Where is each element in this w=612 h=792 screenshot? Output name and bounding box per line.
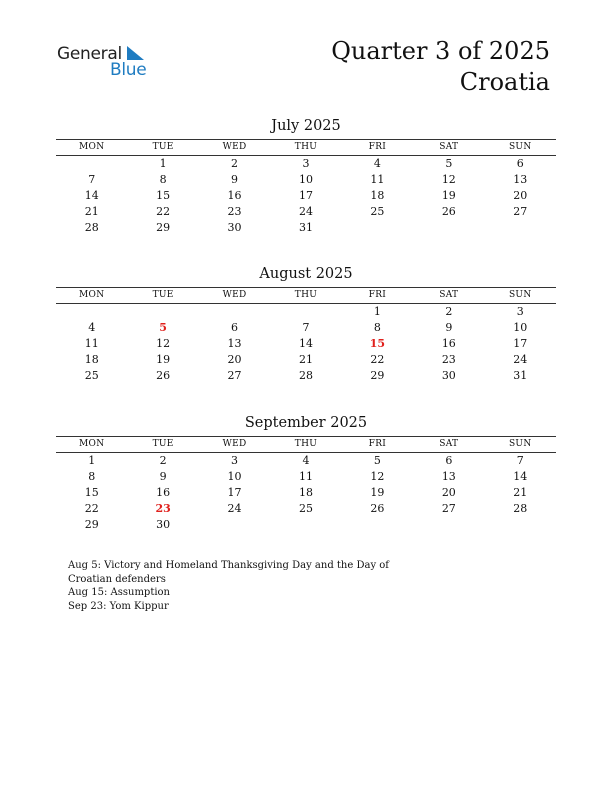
day-cell: 11 (298, 470, 313, 483)
week-row (56, 188, 556, 204)
holiday-day-cell: 15 (369, 337, 386, 350)
week-row (56, 156, 556, 172)
weekday-header-row (56, 437, 556, 453)
day-cell: 4 (373, 157, 381, 170)
day-cell (485, 220, 556, 236)
weekday-header: FRI (368, 439, 387, 449)
holiday-note: Aug 15: Assumption (68, 587, 171, 598)
weekday-header: MON (79, 142, 105, 152)
weekday-header: THU (294, 290, 318, 300)
weekday-header: THU (294, 439, 318, 449)
day-cell: 27 (441, 502, 456, 515)
week-row (56, 501, 556, 517)
day-cell: 16 (227, 189, 242, 202)
logo-general-text: General (57, 44, 122, 64)
weekday-header: MON (79, 290, 105, 300)
day-cell: 30 (227, 221, 242, 234)
day-cell (413, 220, 484, 236)
week-row (56, 220, 556, 236)
day-cell (270, 304, 341, 320)
weekday-header: WED (222, 290, 247, 300)
day-cell: 23 (441, 353, 456, 366)
day-cell: 10 (227, 470, 242, 483)
day-cell: 12 (370, 470, 385, 483)
day-cell: 19 (156, 353, 171, 366)
day-cell (127, 304, 198, 320)
day-cell: 24 (227, 502, 242, 515)
week-row (56, 336, 556, 352)
day-cell: 18 (298, 486, 313, 499)
month-august (56, 265, 556, 384)
day-cell: 25 (84, 369, 99, 382)
day-cell: 8 (159, 173, 167, 186)
day-cell: 23 (227, 205, 242, 218)
holiday-day-cell: 23 (155, 502, 171, 515)
month-title: September 2025 (244, 415, 368, 431)
day-cell: 31 (298, 221, 313, 234)
holiday-day-cell: 5 (159, 321, 167, 334)
day-cell: 17 (298, 189, 313, 202)
week-row (56, 304, 556, 320)
weekday-header: SUN (508, 290, 532, 300)
day-cell: 1 (88, 454, 96, 467)
day-cell: 22 (156, 205, 171, 218)
weekday-header: SAT (439, 290, 459, 300)
day-cell (199, 517, 270, 533)
day-cell: 31 (513, 369, 528, 382)
day-cell: 20 (513, 189, 528, 202)
day-cell: 28 (513, 502, 528, 515)
day-cell: 22 (370, 353, 385, 366)
weekday-header: FRI (368, 142, 387, 152)
day-cell: 21 (84, 205, 99, 218)
weekday-header: SAT (439, 142, 459, 152)
day-cell (199, 304, 270, 320)
day-cell: 1 (159, 157, 167, 170)
day-cell: 29 (156, 221, 171, 234)
generalblue-logo (57, 44, 157, 80)
month-september (56, 414, 556, 533)
day-cell: 16 (156, 486, 171, 499)
day-cell: 26 (370, 502, 385, 515)
day-cell: 26 (156, 369, 171, 382)
week-row (56, 204, 556, 220)
day-cell: 7 (88, 173, 96, 186)
holiday-note: Aug 5: Victory and Homeland Thanksgiving Day and the Day of Croatian defenders (68, 560, 389, 585)
day-cell: 5 (445, 157, 453, 170)
weekday-header: TUE (152, 439, 174, 449)
weekday-header-row (56, 288, 556, 304)
day-cell (413, 517, 484, 533)
day-cell: 26 (441, 205, 456, 218)
day-cell (56, 156, 127, 172)
day-cell: 15 (156, 189, 171, 202)
day-cell: 29 (84, 518, 99, 531)
month-title: July 2025 (271, 118, 341, 134)
month-july (56, 117, 556, 236)
week-row (56, 485, 556, 501)
weekday-header: FRI (368, 290, 387, 300)
page-title (331, 36, 550, 98)
week-row (56, 320, 556, 336)
day-cell: 19 (370, 486, 385, 499)
week-row (56, 172, 556, 188)
title-country: Croatia (459, 68, 550, 96)
day-cell: 7 (302, 321, 310, 334)
day-cell (485, 517, 556, 533)
day-cell: 20 (227, 353, 242, 366)
weekday-header: SUN (508, 142, 532, 152)
day-cell: 2 (231, 157, 239, 170)
day-cell: 17 (513, 337, 528, 350)
day-cell: 4 (88, 321, 96, 334)
weekday-header: WED (222, 439, 247, 449)
day-cell: 14 (84, 189, 99, 202)
calendar-grid (56, 436, 556, 533)
day-cell: 15 (84, 486, 99, 499)
day-cell: 8 (88, 470, 96, 483)
weekday-header: SAT (439, 439, 459, 449)
calendar-grid (56, 139, 556, 236)
month-title: August 2025 (259, 266, 353, 282)
day-cell: 9 (231, 173, 239, 186)
weekday-header: TUE (152, 142, 174, 152)
day-cell: 7 (516, 454, 524, 467)
day-cell: 28 (84, 221, 99, 234)
day-cell: 6 (231, 321, 239, 334)
day-cell: 21 (298, 353, 313, 366)
day-cell: 20 (441, 486, 456, 499)
calendar-grid (56, 287, 556, 384)
day-cell: 17 (227, 486, 242, 499)
day-cell: 25 (370, 205, 385, 218)
day-cell: 21 (513, 486, 528, 499)
day-cell: 30 (156, 518, 171, 531)
day-cell: 8 (373, 321, 381, 334)
week-row (56, 368, 556, 384)
day-cell: 28 (298, 369, 313, 382)
day-cell: 27 (513, 205, 528, 218)
weekday-header-row (56, 140, 556, 156)
day-cell (270, 517, 341, 533)
weekday-header: SUN (508, 439, 532, 449)
title-quarter: Quarter 3 of 2025 (331, 37, 550, 65)
day-cell: 4 (302, 454, 310, 467)
day-cell: 16 (441, 337, 456, 350)
day-cell: 25 (298, 502, 313, 515)
day-cell: 1 (373, 305, 381, 318)
day-cell: 22 (84, 502, 99, 515)
day-cell: 6 (516, 157, 524, 170)
day-cell (342, 517, 413, 533)
day-cell: 11 (370, 173, 385, 186)
day-cell: 11 (84, 337, 99, 350)
holiday-note: Sep 23: Yom Kippur (68, 600, 169, 612)
day-cell: 10 (513, 321, 528, 334)
weekday-header: WED (222, 142, 247, 152)
day-cell: 29 (370, 369, 385, 382)
day-cell: 12 (441, 173, 456, 186)
day-cell: 9 (159, 470, 167, 483)
day-cell: 2 (159, 454, 167, 467)
week-row (56, 352, 556, 368)
holiday-notes (68, 559, 418, 613)
day-cell: 19 (441, 189, 456, 202)
day-cell: 27 (227, 369, 242, 382)
day-cell: 12 (156, 337, 171, 350)
week-row (56, 453, 556, 469)
day-cell: 24 (513, 353, 528, 366)
day-cell: 13 (513, 173, 528, 186)
day-cell: 14 (513, 470, 528, 483)
day-cell: 14 (298, 337, 313, 350)
weekday-header: TUE (152, 290, 174, 300)
day-cell: 24 (298, 205, 313, 218)
day-cell: 13 (441, 470, 456, 483)
weekday-header: THU (294, 142, 318, 152)
day-cell: 3 (302, 157, 310, 170)
logo-blue-text: Blue (110, 60, 147, 80)
day-cell: 30 (441, 369, 456, 382)
day-cell: 13 (227, 337, 242, 350)
day-cell: 18 (84, 353, 99, 366)
day-cell: 2 (445, 305, 453, 318)
weekday-header: MON (79, 439, 105, 449)
week-row (56, 469, 556, 485)
day-cell: 6 (445, 454, 453, 467)
day-cell (342, 220, 413, 236)
week-row (56, 517, 556, 533)
day-cell: 3 (231, 454, 239, 467)
day-cell: 3 (516, 305, 524, 318)
day-cell: 5 (373, 454, 381, 467)
day-cell: 9 (445, 321, 453, 334)
day-cell: 10 (298, 173, 313, 186)
day-cell: 18 (370, 189, 385, 202)
day-cell (56, 304, 127, 320)
